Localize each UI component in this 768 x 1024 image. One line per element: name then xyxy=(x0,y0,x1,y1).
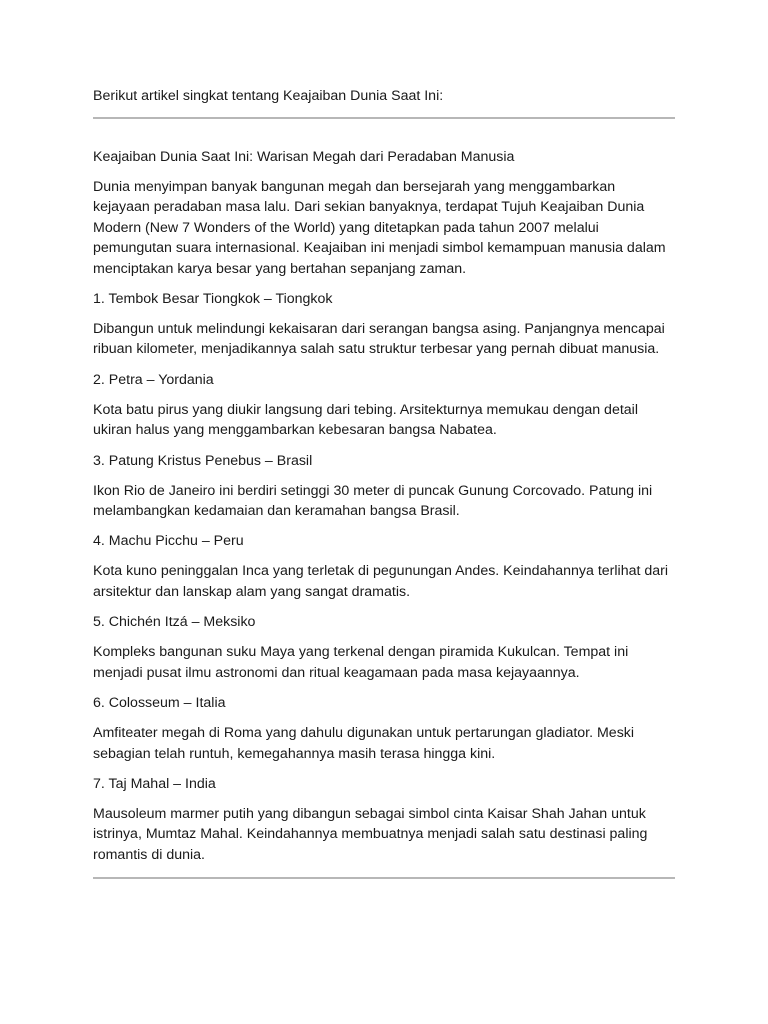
wonder-heading: 2. Petra – Yordania xyxy=(93,371,214,388)
wonder-description: Ikon Rio de Janeiro ini berdiri setinggi 30 meter di puncak Gunung Corcovado. Patung ini melambangkan kedamaian dan keramahan bangsa Brasil. xyxy=(93,482,653,520)
intro-text: Berikut artikel singkat tentang Keajaiban Dunia Saat Ini: xyxy=(93,88,444,104)
wonder-heading: 7. Taj Mahal – India xyxy=(93,775,216,792)
wonder-description: Mausoleum marmer putih yang dibangun sebagai simbol cinta Kaisar Shah Jahan untuk istrinya, Mumtaz Mahal. Keindahannya membuatnya menjadi salah satu destinasi paling romantis di dunia. xyxy=(93,805,648,863)
wonder-item xyxy=(93,451,675,522)
wonder-heading: 6. Colosseum – Italia xyxy=(93,695,226,712)
document-page xyxy=(93,86,675,879)
wonder-heading: 3. Patung Kristus Penebus – Brasil xyxy=(93,452,313,469)
wonder-item xyxy=(93,774,675,865)
wonder-description: Kompleks bangunan suku Maya yang terkenal dengan piramida Kukulcan. Tempat ini menjadi pusat ilmu astronomi dan ritual keagamaan pada masa kejayaannya. xyxy=(93,644,629,681)
wonder-item xyxy=(93,531,675,602)
bottom-divider xyxy=(93,877,675,879)
wonder-heading: 5. Chichén Itzá – Meksiko xyxy=(93,614,256,631)
wonder-item xyxy=(93,289,675,360)
wonder-heading: 4. Machu Picchu – Peru xyxy=(93,533,244,550)
wonder-heading: 1. Tembok Besar Tiongkok – Tiongkok xyxy=(93,291,333,308)
wonder-description: Kota kuno peninggalan Inca yang terletak di pegunungan Andes. Keindahannya terlihat dari arsitektur dan lanskap alam yang sangat dramatis. xyxy=(93,563,669,600)
wonder-description: Kota batu pirus yang diukir langsung dari tebing. Arsitekturnya memukau dengan detail ukiran halus yang menggambarkan kebesaran bangsa Nabatea. xyxy=(93,401,638,439)
wonder-item xyxy=(93,693,675,764)
wonder-item xyxy=(93,612,675,683)
article-lead: Dunia menyimpan banyak bangunan megah dan bersejarah yang menggambarkan kejayaan peradaban masa lalu. Dari sekian banyaknya, terdapat Tujuh Keajaiban Dunia Modern (New 7 Wonders of the World) yang ditetapkan pada tahun 2007 melalui pemungutan suara internasional. Keajaiban ini menjadi simbol kemampuan manusia dalam menciptakan karya besar yang bertahan sepanjang zaman. xyxy=(93,179,666,277)
article xyxy=(93,147,675,865)
wonder-item xyxy=(93,370,675,441)
wonder-description: Amfiteater megah di Roma yang dahulu digunakan untuk pertarungan gladiator. Meski sebagian telah runtuh, kemegahannya masih terasa hingga kini. xyxy=(93,725,635,762)
article-title: Keajaiban Dunia Saat Ini: Warisan Megah dari Peradaban Manusia xyxy=(93,149,515,165)
wonder-description: Dibangun untuk melindungi kekaisaran dari serangan bangsa asing. Panjangnya mencapai ribuan kilometer, menjadikannya salah satu struktur terbesar yang pernah dibuat manusia. xyxy=(93,321,665,358)
top-divider xyxy=(93,117,675,119)
